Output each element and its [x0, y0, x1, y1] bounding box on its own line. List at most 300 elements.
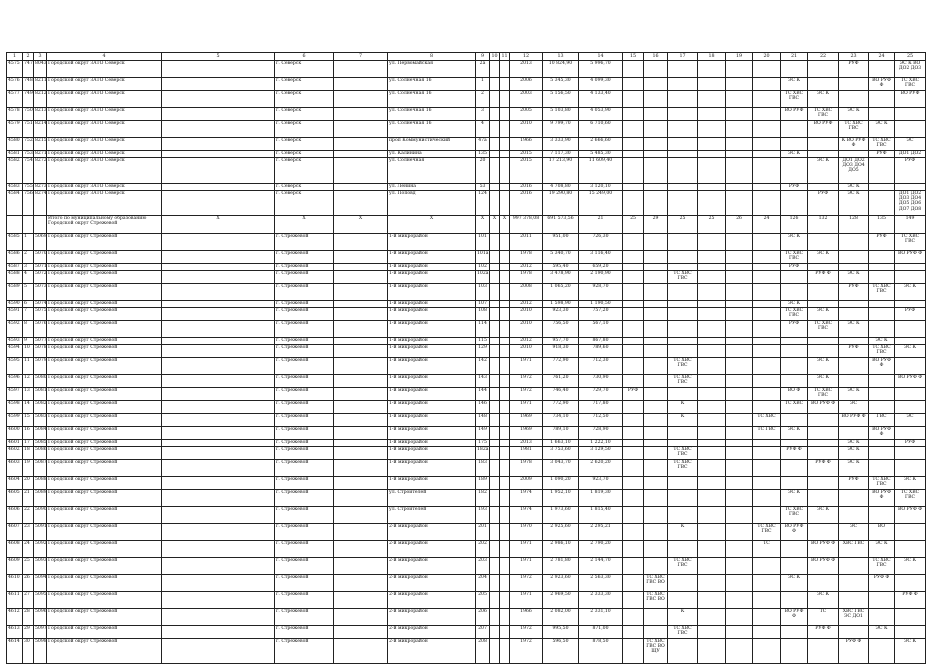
cell-c2 [23, 216, 34, 234]
cell-c13: 756,50 [543, 321, 579, 338]
cell-c22: ЭС К [808, 592, 839, 609]
cell-c23 [839, 78, 869, 91]
table-row [7, 460, 926, 477]
cell-c13: 3 753,60 [543, 447, 579, 460]
cell-c10 [490, 264, 500, 271]
cell-c22 [808, 427, 839, 440]
cell-c4: Городской округ Стрежевой [47, 271, 162, 284]
cell-c23: ЭС К [839, 271, 869, 284]
cell-c3: 5096 [34, 609, 47, 626]
cell-c5 [162, 234, 275, 251]
cell-c3: 8215 [34, 138, 47, 151]
cell-c8: 1-й микрорайон [388, 234, 476, 251]
cell-c22: ЭС К [808, 507, 839, 524]
cell-c22: ТС ХВС ГВС [808, 321, 839, 338]
cell-c6: г. Северск [275, 61, 334, 78]
cell-c2: 17 [23, 440, 34, 447]
summary-count: 149 [895, 216, 926, 234]
cell-c3: 5081 [34, 388, 47, 401]
cell-c4: Городской округ Стрежевой [47, 338, 162, 345]
cell-c8: 1-й микрорайон [388, 414, 476, 427]
cell-c9: 108 [476, 308, 490, 321]
cell-c10 [490, 191, 500, 216]
cell-c23 [839, 507, 869, 524]
cell-c5 [162, 358, 275, 375]
cell-c7 [334, 345, 388, 358]
table-row [7, 427, 926, 440]
cell-c17 [668, 264, 698, 271]
cell-c19 [726, 388, 753, 401]
cell-c9: 205 [476, 592, 490, 609]
cell-c1: 4591 [7, 308, 23, 321]
cell-c17 [668, 338, 698, 345]
cell-c1: 4595 [7, 358, 23, 375]
table-row [7, 401, 926, 414]
cell-c21: РУФ [781, 264, 808, 271]
cell-c10 [490, 427, 500, 440]
cell-c22: ЭС К [808, 251, 839, 264]
cell-c16 [644, 234, 668, 251]
cell-c3: 8213 [34, 108, 47, 121]
cell-c5 [162, 338, 275, 345]
cell-c6: г. Стрежевой [275, 264, 334, 271]
table-row [7, 91, 926, 108]
cell-c18 [698, 251, 726, 264]
table-row [7, 271, 926, 284]
cell-c11 [500, 541, 510, 558]
cell-c5 [162, 507, 275, 524]
cell-c2: 20 [23, 477, 34, 490]
cell-c12: 2003 [510, 91, 543, 108]
cell-c14: 5 996,70 [579, 61, 623, 78]
cell-c1: 4608 [7, 541, 23, 558]
cell-c14: 1 190,50 [579, 301, 623, 308]
cell-c5 [162, 524, 275, 541]
cell-c20 [753, 251, 781, 264]
cell-c25 [895, 427, 926, 440]
cell-c9: 1 [476, 78, 490, 91]
cell-c18 [698, 358, 726, 375]
cell-c18 [698, 108, 726, 121]
cell-c18 [698, 338, 726, 345]
cell-c22 [808, 61, 839, 78]
cell-c3: 5075 [34, 308, 47, 321]
cell-c9: 193 [476, 507, 490, 524]
cell-c13: 9 799,70 [543, 121, 579, 138]
cell-c12: 1974 [510, 490, 543, 507]
cell-c20 [753, 626, 781, 639]
cell-c1: 4590 [7, 301, 23, 308]
cell-c8: 1-й микрорайон [388, 308, 476, 321]
cell-c21: ЭС К [781, 427, 808, 440]
cell-c1: 4610 [7, 575, 23, 592]
cell-c15: РУФ [623, 388, 644, 401]
summary-count: 21 [579, 216, 623, 234]
cell-c5 [162, 308, 275, 321]
cell-c22 [808, 524, 839, 541]
cell-c13: 1 973,60 [543, 507, 579, 524]
cell-c13: 789,10 [543, 427, 579, 440]
cell-c8: 2-й микрорайон [388, 639, 476, 664]
cell-c4: Городской округ Стрежевой [47, 284, 162, 301]
cell-c9: 142 [476, 358, 490, 375]
cell-c17 [668, 490, 698, 507]
cell-c14: 867,80 [579, 338, 623, 345]
cell-c18 [698, 507, 726, 524]
cell-c18 [698, 191, 726, 216]
cell-c9: 204 [476, 575, 490, 592]
cell-c1: 4609 [7, 558, 23, 575]
cell-c11 [500, 524, 510, 541]
table-row [7, 284, 926, 301]
cell-c23 [839, 575, 869, 592]
cell-c19 [726, 440, 753, 447]
cell-c8: 1-й микрорайон [388, 345, 476, 358]
cell-c23: ЭС [839, 524, 869, 541]
cell-c25: ЭС [895, 414, 926, 427]
cell-c24: РУФ [869, 151, 895, 158]
cell-c16 [644, 447, 668, 460]
cell-c14: 3 129,50 [579, 447, 623, 460]
cell-c23: ДО1 ДО2 ДО3 ДО4 ДО5 [839, 158, 869, 184]
cell-c21 [781, 592, 808, 609]
cell-c7 [334, 427, 388, 440]
cell-c15 [623, 427, 644, 440]
cell-c18 [698, 609, 726, 626]
cell-c18 [698, 308, 726, 321]
cell-c22 [808, 184, 839, 191]
cell-c14: 728,90 [579, 427, 623, 440]
cell-c23: ЭС К [839, 460, 869, 477]
cell-c3: 5073 [34, 284, 47, 301]
cell-c15 [623, 440, 644, 447]
cell-c1: 4593 [7, 338, 23, 345]
cell-c20 [753, 138, 781, 151]
cell-c8: ул. Солнечная [388, 158, 476, 184]
cell-c17 [668, 61, 698, 78]
cell-c11 [500, 158, 510, 184]
cell-c2: 30 [23, 639, 34, 664]
cell-c5 [162, 477, 275, 490]
cell-c23 [839, 592, 869, 609]
cell-c8: 1-й микрорайон [388, 358, 476, 375]
cell-c6: г. Стрежевой [275, 592, 334, 609]
cell-c15 [623, 251, 644, 264]
cell-c12: 2010 [510, 345, 543, 358]
cell-c16 [644, 191, 668, 216]
cell-c16: ТС ХВС ГВС ВО ЩУ [644, 639, 668, 664]
cell-c12: 2005 [510, 108, 543, 121]
cell-c7 [334, 321, 388, 338]
cell-c8: ул. Поповд [388, 191, 476, 216]
cell-c24 [869, 460, 895, 477]
cell-c6: г. Стрежевой [275, 271, 334, 284]
cell-c12: 2010 [510, 321, 543, 338]
cell-c13: 4 708,80 [543, 184, 579, 191]
cell-c2: 9 [23, 338, 34, 345]
cell-c23: ЭС К [839, 447, 869, 460]
cell-c13: 596,50 [543, 639, 579, 664]
cell-c5 [162, 609, 275, 626]
cell-c13: 7 117,30 [543, 151, 579, 158]
cell-c7 [334, 271, 388, 284]
cell-c19 [726, 358, 753, 375]
cell-c4: Городской округ ЗАТО Северск [47, 138, 162, 151]
cell-c3: 5083 [34, 414, 47, 427]
cell-c8: ул. Солнечная 16 [388, 78, 476, 91]
cell-c15 [623, 271, 644, 284]
cell-c13: 772,90 [543, 358, 579, 375]
cell-c20 [753, 558, 781, 575]
cell-c15 [623, 575, 644, 592]
table-row [7, 524, 926, 541]
cell-c17 [668, 191, 698, 216]
cell-c21: ТС ХВС ГВС [781, 308, 808, 321]
cell-c10 [490, 414, 500, 427]
cell-c4: Городской округ ЗАТО Северск [47, 191, 162, 216]
cell-c9: 175 [476, 440, 490, 447]
table-row [7, 158, 926, 184]
cell-c17: К [668, 524, 698, 541]
cell-c2: 747 [23, 61, 34, 78]
cell-c10 [490, 78, 500, 91]
cell-c14: 2 333,30 [579, 592, 623, 609]
cell-c11 [500, 271, 510, 284]
cell-c18 [698, 447, 726, 460]
cell-c25 [895, 121, 926, 138]
cell-c15 [623, 138, 644, 151]
cell-c16 [644, 321, 668, 338]
cell-c9: 47а [476, 138, 490, 151]
cell-c8: 2-й микрорайон [388, 541, 476, 558]
cell-c9: 201 [476, 524, 490, 541]
cell-c18 [698, 61, 726, 78]
cell-c21 [781, 138, 808, 151]
cell-c9: 20 [476, 158, 490, 184]
cell-c1: 4592 [7, 321, 23, 338]
cell-c14: 871,00 [579, 626, 623, 639]
cell-c25 [895, 541, 926, 558]
cell-c4: Городской округ Стрежевой [47, 251, 162, 264]
cell-c16 [644, 184, 668, 191]
cell-c21 [781, 284, 808, 301]
cell-c5 [162, 321, 275, 338]
cell-c1: 4582 [7, 158, 23, 184]
cell-c11 [500, 460, 510, 477]
cell-c23: ТС ХВС ГВС [839, 121, 869, 138]
cell-c16 [644, 138, 668, 151]
cell-c24: ВО [869, 524, 895, 541]
cell-c16 [644, 338, 668, 345]
cell-c24: ЭС К [869, 338, 895, 345]
cell-c19 [726, 121, 753, 138]
cell-c19 [726, 639, 753, 664]
cell-c13: 951,00 [543, 234, 579, 251]
cell-c2: 21 [23, 490, 34, 507]
cell-c21 [781, 440, 808, 447]
cell-c20: ТС ГВС [753, 427, 781, 440]
cell-c5 [162, 388, 275, 401]
cell-c3: 5095 [34, 592, 47, 609]
cell-c10 [490, 490, 500, 507]
cell-c25: ВО РУФ Ф [895, 507, 926, 524]
cell-c3: 5078 [34, 345, 47, 358]
cell-c6: г. Стрежевой [275, 460, 334, 477]
cell-c7 [334, 440, 388, 447]
cell-c23 [839, 338, 869, 345]
cell-c12: 1966 [510, 138, 543, 151]
cell-c25: РУФ [895, 308, 926, 321]
cell-c22 [808, 301, 839, 308]
summary-count: 25 [623, 216, 644, 234]
cell-c14: 726,30 [579, 234, 623, 251]
cell-c1: 4576 [7, 78, 23, 91]
cell-c2: 14 [23, 401, 34, 414]
cell-c9: 3 [476, 108, 490, 121]
cell-c21: ЭС К [781, 301, 808, 308]
cell-c6: г. Северск [275, 151, 334, 158]
cell-c15 [623, 321, 644, 338]
cell-c8: проп Коммунистический [388, 138, 476, 151]
cell-c9: 4 [476, 121, 490, 138]
cell-c9: 182 [476, 490, 490, 507]
cell-c24 [869, 251, 895, 264]
cell-c11 [500, 558, 510, 575]
cell-c13: 2 925,60 [543, 524, 579, 541]
cell-c6: г. Стрежевой [275, 308, 334, 321]
cell-c18 [698, 541, 726, 558]
summary-count: 24 [753, 216, 781, 234]
cell-c5 [162, 401, 275, 414]
cell-c5 [162, 284, 275, 301]
cell-c3: 5086 [34, 447, 47, 460]
summary-x: X [162, 216, 275, 234]
cell-c6: г. Стрежевой [275, 558, 334, 575]
cell-c19 [726, 609, 753, 626]
cell-c8: ул. Калинина [388, 151, 476, 158]
cell-c24 [869, 264, 895, 271]
cell-c6: г. Стрежевой [275, 427, 334, 440]
cell-c18 [698, 271, 726, 284]
table-row [7, 234, 926, 251]
cell-c14: 2 144,70 [579, 558, 623, 575]
cell-c19 [726, 108, 753, 121]
table-row [7, 575, 926, 592]
cell-c17 [668, 284, 698, 301]
table-row [7, 321, 926, 338]
cell-c3: 5084 [34, 427, 47, 440]
cell-c20 [753, 388, 781, 401]
cell-c8: ул. Строителей [388, 507, 476, 524]
cell-c25: РУФ [895, 158, 926, 184]
cell-c7 [334, 264, 388, 271]
cell-c11 [500, 138, 510, 151]
cell-c8: 2-й микрорайон [388, 609, 476, 626]
cell-c17: ТС ХВС ГВС [668, 460, 698, 477]
cell-c8: 1-й микрорайон [388, 388, 476, 401]
summary-count: 126 [781, 216, 808, 234]
cell-c7 [334, 592, 388, 609]
cell-c16 [644, 558, 668, 575]
table-row [7, 507, 926, 524]
cell-c9: 183 [476, 460, 490, 477]
column-number: 15 [623, 53, 644, 61]
cell-c14: 712,30 [579, 358, 623, 375]
cell-c10 [490, 575, 500, 592]
cell-c8: 1-й микрорайон [388, 338, 476, 345]
column-number: 18 [698, 53, 726, 61]
cell-c24 [869, 401, 895, 414]
cell-c6: г. Стрежевой [275, 575, 334, 592]
cell-c24: ВО РУФ Ф [869, 358, 895, 375]
cell-c5 [162, 121, 275, 138]
summary-x: X [490, 216, 500, 234]
cell-c10 [490, 440, 500, 447]
cell-c25: ВО РУФ Ф [895, 251, 926, 264]
cell-c9: 182а [476, 447, 490, 460]
cell-c2: 11 [23, 358, 34, 375]
cell-c7 [334, 138, 388, 151]
cell-c5 [162, 158, 275, 184]
table-row [7, 151, 926, 158]
cell-c13: 5 345,30 [543, 78, 579, 91]
cell-c17 [668, 234, 698, 251]
cell-c20 [753, 490, 781, 507]
cell-c13: 734,10 [543, 414, 579, 427]
cell-c23 [839, 490, 869, 507]
cell-c16 [644, 427, 668, 440]
cell-c6: г. Стрежевой [275, 358, 334, 375]
cell-c7 [334, 558, 388, 575]
cell-c1: 4613 [7, 626, 23, 639]
cell-c25: ЭС К [895, 558, 926, 575]
cell-c18 [698, 388, 726, 401]
cell-c22: ТС ХВС ГВС [808, 108, 839, 121]
cell-c17 [668, 321, 698, 338]
table-row [7, 626, 926, 639]
cell-c23 [839, 558, 869, 575]
cell-c19 [726, 558, 753, 575]
cell-c25: ДО1 ДО2 ДО3 ДО4 ДО5 ДО6 ДО7 ДО8 [895, 191, 926, 216]
cell-c6: г. Северск [275, 91, 334, 108]
cell-c14: 2 620,20 [579, 460, 623, 477]
cell-c11 [500, 108, 510, 121]
cell-c16 [644, 477, 668, 490]
cell-c9: 203 [476, 558, 490, 575]
cell-c23: К ВО РУФ Ф [839, 138, 869, 151]
cell-c5 [162, 440, 275, 447]
cell-c14: 730,90 [579, 375, 623, 388]
cell-c11 [500, 414, 510, 427]
cell-c7 [334, 91, 388, 108]
cell-c17 [668, 388, 698, 401]
cell-c5 [162, 375, 275, 388]
cell-c2: 26 [23, 575, 34, 592]
cell-c10 [490, 388, 500, 401]
cell-c6: г. Стрежевой [275, 321, 334, 338]
cell-c22 [808, 338, 839, 345]
cell-c3: 5069 [34, 234, 47, 251]
cell-c7 [334, 401, 388, 414]
cell-c12: 1972 [510, 639, 543, 664]
cell-c25: ЭС [895, 138, 926, 151]
table-row [7, 184, 926, 191]
cell-c9: 101 [476, 234, 490, 251]
cell-c17 [668, 151, 698, 158]
cell-c20 [753, 447, 781, 460]
cell-c15 [623, 264, 644, 271]
cell-c20 [753, 284, 781, 301]
